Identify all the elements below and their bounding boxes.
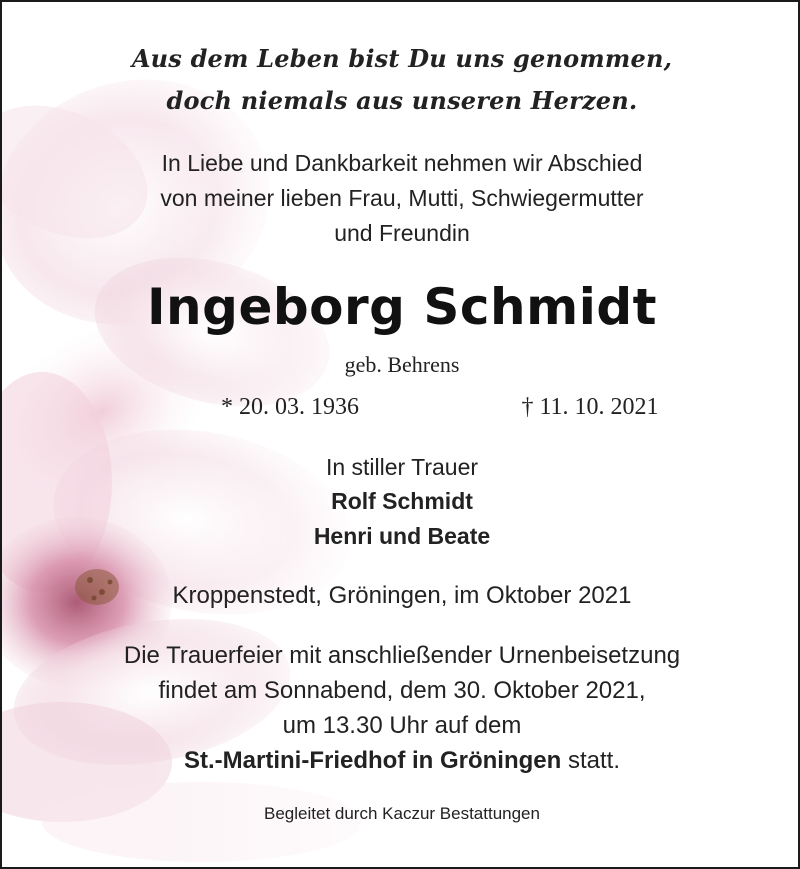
funeral-location-line xyxy=(2,747,800,775)
mourner-name-2: Henri und Beate xyxy=(313,523,491,549)
place-date: Kroppenstedt, Gröningen, im Oktober 2021 xyxy=(172,582,632,609)
intro-line-1: In Liebe und Dankbarkeit nehmen wir Abschied xyxy=(161,150,643,176)
intro-line-3: und Freundin xyxy=(334,220,470,246)
funeral-location-suffix: statt. xyxy=(561,747,620,774)
funeral-line-1: Die Trauerfeier mit anschließender Urnenbeisetzung xyxy=(123,642,681,669)
motto-line-1: Aus dem Leben bist Du uns genommen, xyxy=(131,44,673,73)
birth-name: geb. Behrens xyxy=(344,352,460,377)
mourners-heading: In stiller Trauer xyxy=(325,454,479,480)
mourner-name-1: Rolf Schmidt xyxy=(331,488,473,514)
birth-date: * 20. 03. 1936 xyxy=(221,394,359,420)
motto-line-2: doch niemals aus unseren Herzen. xyxy=(166,86,638,115)
deceased-name: Ingeborg Schmidt xyxy=(146,278,658,336)
death-date: † 11. 10. 2021 xyxy=(521,394,659,420)
intro-line-2: von meiner lieben Frau, Mutti, Schwiegermutter xyxy=(160,185,644,211)
notice-text xyxy=(2,2,800,869)
funeral-line-3: um 13.30 Uhr auf dem xyxy=(282,712,522,739)
funeral-location: St.-Martini-Friedhof in Gröningen xyxy=(184,747,562,774)
funeral-line-2: findet am Sonnabend, dem 30. Oktober 2021, xyxy=(158,677,646,704)
undertaker-credit: Begleitet durch Kaczur Bestattungen xyxy=(264,804,540,823)
